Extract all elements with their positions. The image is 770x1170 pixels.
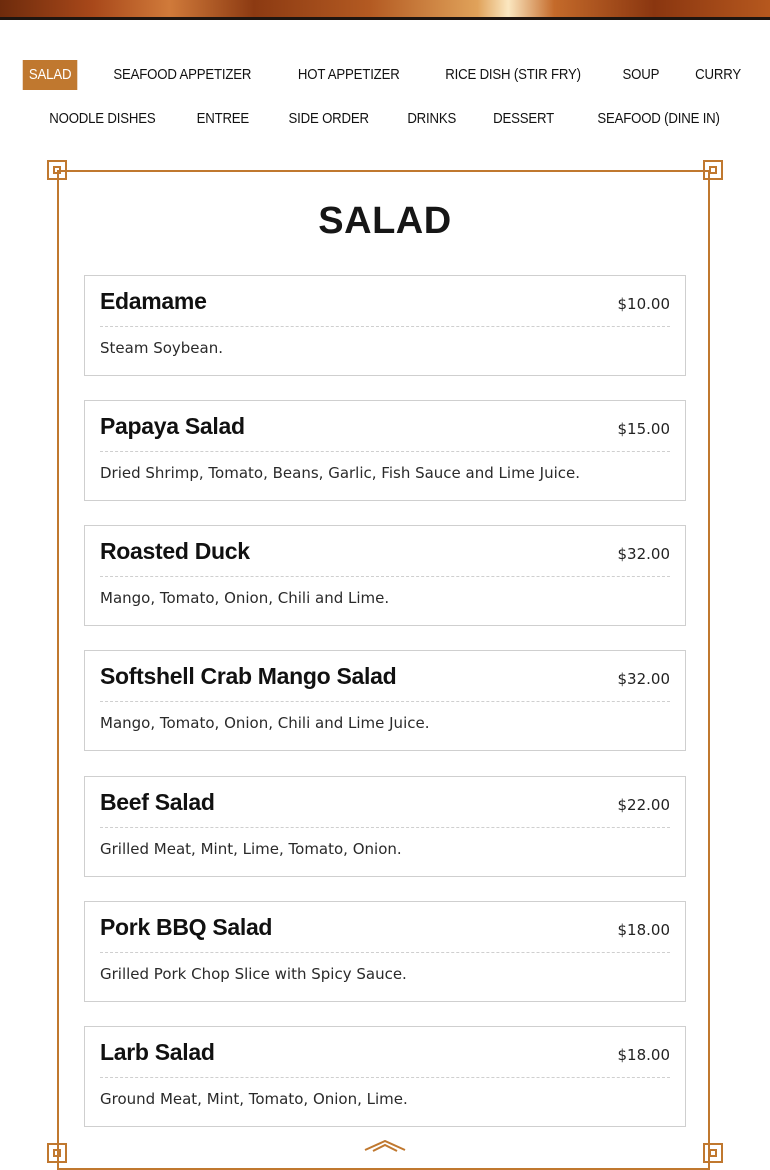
menu-item-price: $10.00 bbox=[617, 295, 670, 313]
tab-side-order[interactable]: SIDE ORDER bbox=[288, 110, 369, 127]
menu-item-price: $32.00 bbox=[617, 670, 670, 688]
menu-item-divider bbox=[100, 701, 670, 702]
menu-item-name: Pork BBQ Salad bbox=[100, 914, 273, 940]
menu-item-price: $22.00 bbox=[617, 796, 670, 814]
menu-item-card bbox=[84, 1026, 686, 1127]
menu-item-card bbox=[84, 776, 686, 877]
section-title: SALAD bbox=[318, 200, 452, 242]
menu-item-divider bbox=[100, 576, 670, 577]
tab-rice-dish[interactable]: RICE DISH (STIR FRY) bbox=[445, 66, 582, 83]
frame-corner-ornament-icon bbox=[703, 1143, 723, 1163]
hero-banner-image bbox=[0, 0, 770, 17]
menu-item-name: Roasted Duck bbox=[100, 538, 250, 564]
menu-item-card bbox=[84, 275, 686, 376]
menu-item-card bbox=[84, 400, 686, 501]
tab-entree[interactable]: ENTREE bbox=[196, 110, 250, 127]
frame-corner-ornament-icon bbox=[47, 160, 67, 180]
menu-item-name: Beef Salad bbox=[100, 789, 215, 815]
tab-drinks[interactable]: DRINKS bbox=[407, 110, 457, 127]
menu-item-name: Softshell Crab Mango Salad bbox=[100, 663, 397, 689]
menu-item-price: $18.00 bbox=[617, 921, 670, 939]
frame-corner-ornament-icon bbox=[703, 160, 723, 180]
menu-item-price: $32.00 bbox=[617, 545, 670, 563]
menu-item-description: Grilled Meat, Mint, Lime, Tomato, Onion. bbox=[100, 840, 402, 858]
hero-divider bbox=[0, 17, 770, 20]
menu-item-description: Mango, Tomato, Onion, Chili and Lime Juice. bbox=[100, 714, 430, 732]
tab-seafood-dine-in[interactable]: SEAFOOD (DINE IN) bbox=[597, 110, 720, 127]
menu-item-divider bbox=[100, 451, 670, 452]
menu-item-description: Grilled Pork Chop Slice with Spicy Sauce. bbox=[100, 965, 407, 983]
tab-curry[interactable]: CURRY bbox=[695, 66, 741, 83]
menu-item-price: $15.00 bbox=[617, 420, 670, 438]
menu-item-name: Papaya Salad bbox=[100, 413, 245, 439]
menu-item-card bbox=[84, 525, 686, 626]
menu-item-name: Larb Salad bbox=[100, 1039, 215, 1065]
frame-bottom-ornament-icon bbox=[363, 1140, 407, 1152]
menu-item-divider bbox=[100, 827, 670, 828]
menu-item-divider bbox=[100, 952, 670, 953]
menu-item-name: Edamame bbox=[100, 288, 207, 314]
category-nav-row-2 bbox=[0, 104, 770, 134]
menu-item-description: Dried Shrimp, Tomato, Beans, Garlic, Fish Sauce and Lime Juice. bbox=[100, 464, 581, 482]
frame-corner-ornament-icon bbox=[47, 1143, 67, 1163]
tab-noodle-dishes[interactable]: NOODLE DISHES bbox=[49, 110, 156, 127]
menu-item-price: $18.00 bbox=[617, 1046, 670, 1064]
menu-item-description: Mango, Tomato, Onion, Chili and Lime. bbox=[100, 589, 390, 607]
tab-hot-appetizer[interactable]: HOT APPETIZER bbox=[297, 66, 400, 83]
menu-item-description: Ground Meat, Mint, Tomato, Onion, Lime. bbox=[100, 1090, 408, 1108]
tab-dessert[interactable]: DESSERT bbox=[493, 110, 555, 127]
tab-soup[interactable]: SOUP bbox=[622, 66, 660, 83]
menu-item-divider bbox=[100, 1077, 670, 1078]
menu-item-divider bbox=[100, 326, 670, 327]
menu-item-description: Steam Soybean. bbox=[100, 339, 223, 357]
tab-salad[interactable]: SALAD bbox=[23, 60, 78, 90]
menu-item-card bbox=[84, 901, 686, 1002]
category-nav-row-1 bbox=[0, 60, 770, 90]
menu-item-card bbox=[84, 650, 686, 751]
tab-seafood-appetizer[interactable]: SEAFOOD APPETIZER bbox=[113, 66, 252, 83]
